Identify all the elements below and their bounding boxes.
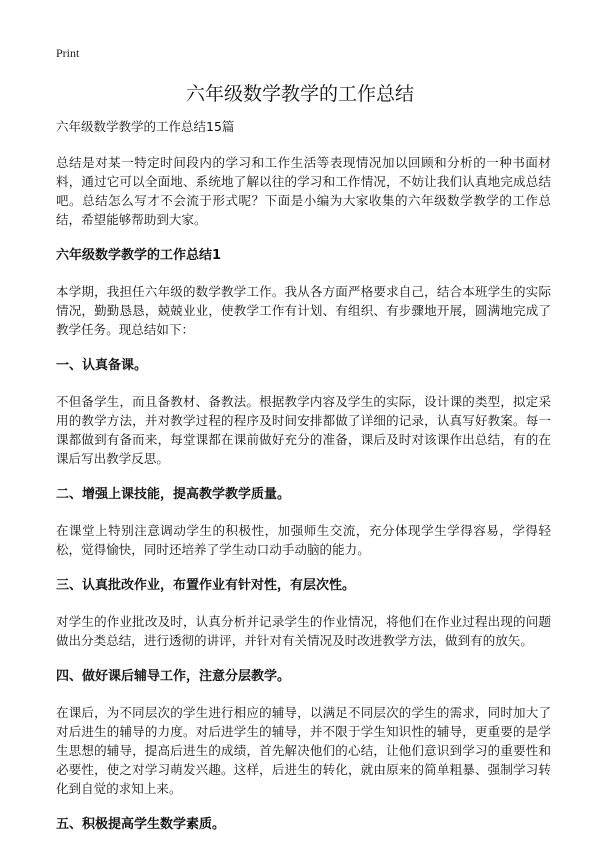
section-title: 六年级数学教学的工作总结1: [56, 248, 222, 263]
intro-paragraph: 总结是对某一特定时间段内的学习和工作生活等表现情况加以回顾和分析的一种书面材料，通过它可以全面地、系统地了解以往的学习和工作情况，不妨让我们认真地完成总结吧。总结怎么写才不会流于形式呢？下面是小编为大家收集的六年级数学教学的工作总结，希望能够帮助到大家。: [56, 155, 551, 227]
document-subtitle: 六年级数学教学的工作总结15篇: [56, 119, 235, 134]
item-3-body: 对学生的作业批改及时，认真分析并记录学生的作业情况，将他们在作业过程出现的问题做出分类总结，进行透彻的讲评，并针对有关情况及时改进教学方法，做到有的放矢。: [56, 614, 551, 648]
item-4-heading: 四、做好课后辅导工作，注意分层教学。: [56, 669, 291, 684]
item-1-body: 不但备学生，而且备教材、备教法。根据教学内容及学生的实际，设计课的类型，拟定采用的教学方法，并对教学过程的程序及时间安排都做了详细的记录，认真写好教案。每一课都做到有备而来，每堂课都在课前做好充分的准备，课后及时对该课作出总结，有的在课后写出教学反思。: [56, 394, 551, 466]
document-body: [56, 118, 551, 851]
section-intro-paragraph: 本学期，我担任六年级的数学教学工作。我从各方面严格要求自己，结合本班学生的实际情况，勤勤恳恳，兢兢业业，使教学工作有计划、有组织、有步骤地开展，圆满地完成了教学任务。现总结如下：: [56, 284, 551, 337]
item-2-body: 在课堂上特别注意调动学生的积极性，加强师生交流，充分体现学生学得容易，学得轻松，觉得愉快，同时还培养了学生动口动手动脑的能力。: [56, 523, 551, 557]
item-3-heading: 三、认真批改作业，布置作业有针对性，有层次性。: [56, 578, 356, 593]
item-1-heading: 一、认真备课。: [56, 358, 148, 373]
item-5-heading: 五、积极提高学生数学素质。: [56, 817, 226, 832]
print-link[interactable]: Print: [56, 46, 80, 60]
item-4-body: 在课后，为不同层次的学生进行相应的辅导，以满足不同层次的学生的需求，同时加大了对后进生的辅导的力度。对后进学生的辅导，并不限于学生知识性的辅导，更重要的是学生思想的辅导，提高后进生的成绩，首先解决他们的心结，让他们意识到学习的重要性和必要性，使之对学习萌发兴趣。这样，后进生的转化，就由原来的简单粗暴、强制学习转化到自觉的求知上来。: [56, 705, 551, 796]
item-2-heading: 二、增强上课技能，提高教学教学质量。: [56, 487, 291, 502]
page-title: 六年级数学教学的工作总结: [185, 83, 414, 105]
